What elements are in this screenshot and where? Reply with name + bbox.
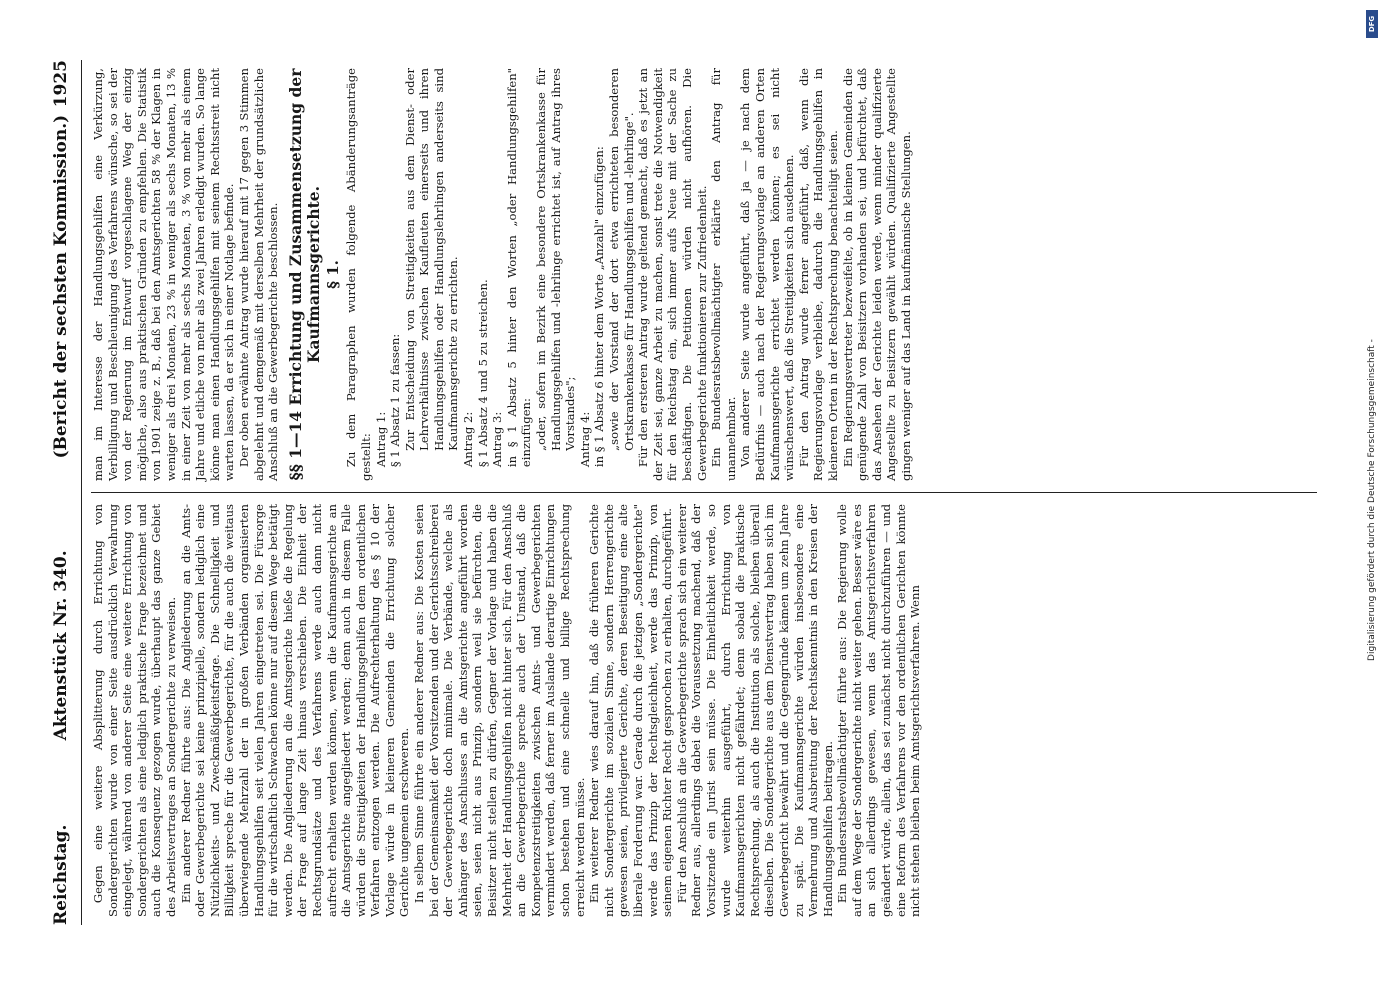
- paragraph: Ein anderer Redner führte aus: Die Angliederung an die Amts- oder Gewerbegerichte sei keine prinzipielle, sondern lediglich eine Nützlichkeits- und Zweckmäßigkeitsfrage. Die Schnelligkeit und Billigkeit spreche für die Gewerbegerichte, für die auch die weitaus überwiegende Mehrzahl der in großen Verbänden organisierten Handlungsgehilfen seit vielen Jahren eingetreten sei. Die Fürsorge für die wirtschaftlich Schwachen könne nur auf diesem Wege betätigt werden. Die Angliederung an die Amtsgerichte hieße die Regelung der Frage auf lange Zeit hinaus verschieben. Die Einheit der Rechtsgrundsätze und des Verfahrens werde auch dann nicht aufrecht erhalten werden können, wenn die Kaufmannsgerichte an die Amtsgerichte angegliedert werden; denn auch in diesem Falle würden die Streitigkeiten der Handlungsgehilfen dem ordentlichen Verfahren entzogen werden. Die Aufrechterhaltung des § 10 der Vorlage würde in kleineren Gemeinden die Errichtung solcher Gerichte ungemein erschweren.: [178, 504, 412, 917]
- text-columns: [91, 60, 1317, 925]
- digitization-strip: [1363, 8, 1381, 992]
- motion-title: Antrag 4:: [577, 411, 592, 468]
- motion-text: § 1 Absatz 1 zu fassen:: [388, 333, 403, 468]
- motion-text: § 1 Absatz 4 und 5 zu streichen.: [475, 279, 490, 468]
- paragraph: man im Interesse der Handlungsgehilfen eine Verkürzung, Verbilligung und Beschleunigung des Verfahrens wünsche, so sei der von der Regierung im Entwurf vorgeschlagene Weg der einzig mögliche, also aus praktischen Gründen zu empfehlen. Die Statistik von 1901 zeige z. B., daß bei den Amtsgerichten 58 % der Klagen in weniger als drei Monaten, 23 % in weniger als sechs Monaten, 13 % in einer Zeit von mehr als sechs Monaten, 3 % von mehr als einem Jahre und etliche von mehr als zwei Jahren erledigt wurden. So lange könne man einen Handlungsgehilfen mit seinem Rechtsstreit nicht warten lassen, da er sich in einer Notlage befinde.: [91, 68, 237, 481]
- motion-text: in § 1 Absatz 5 hinter den Worten „oder Handlungsgehilfen" einzufügen:: [504, 68, 534, 468]
- page-header: [51, 60, 85, 925]
- motion-text: in § 1 Absatz 6 hinter dem Worte „Anzahl" einzufügen:: [592, 146, 607, 468]
- digitization-notice: Digitalisierung gefördert durch die Deutsche Forschungsgemeinschaft -: [1367, 339, 1377, 661]
- paragraph: Zu dem Paragraphen wurden folgende Abänderungsanträge gestellt:: [344, 68, 373, 481]
- paragraph: Ein weiterer Redner wies darauf hin, daß die früheren Gerichte nicht Sondergerichte im sozialen Sinne, sondern Herrengerichte gewesen seien, privilegierte Gerichte, deren Beseitigung eine alte liberale Forderung war. Gerade durch die jetzigen „Sondergerichte" werde das Prinzip der Rechtsgleichheit, werde das Prinzip, von seinem eigenen Richter Recht gesprochen zu erhalten, durchgeführt.: [587, 504, 675, 917]
- header-year: 1925: [51, 60, 71, 108]
- header-left: Reichstag.: [51, 824, 71, 925]
- column-left: [91, 496, 1317, 925]
- page-content: [51, 60, 1317, 925]
- column-right: [91, 60, 1317, 489]
- header-right: (Bericht der sechsten Kommission.): [51, 114, 71, 459]
- motion-quote: „sowie der Vorstand der dort etwa errichteten besonderen Ortskrankenkasse für Handlungsgehilfen und -lehrlinge".: [607, 68, 636, 451]
- paragraph: Für den Antrag wurde ferner angeführt, daß, wenn die Regierungsvorlage verbleibe, dadurch die Handlungsgehilfen in kleineren Orten in der Rechtsprechung benachteiligt seien.: [796, 68, 840, 481]
- motion-title: Antrag 3:: [490, 411, 505, 468]
- dfg-logo: DFG: [1366, 10, 1378, 38]
- document-page: [31, 20, 1351, 980]
- motion-title: Antrag 2:: [461, 411, 476, 468]
- paragraph: Von anderer Seite wurde angeführt, daß ja — je nach dem Bedürfnis — auch nach der Regierungsvorlage an anderen Orten Kaufmannsgerichte errichtet werden können; es sei nicht wünschenswert, daß die Streitigkeiten sich ausdehnen.: [738, 68, 797, 481]
- paragraph: Gegen eine weitere Absplitterung durch Errichtung von Sondergerichten wurde von einer Seite ausdrücklich Verwahrung eingelegt, während von anderer Seite eine weitere Errichtung von Sondergerichten als eine lediglich praktische Frage bezeichnet und auch die Konsequenz gezogen wurde, überhaupt das ganze Gebiet des Arbeitsvertrages an Sondergerichte zu verweisen.: [91, 504, 178, 917]
- paragraph: Ein Regierungsvertreter bezweifelte, ob in kleinen Gemeinden die genügende Zahl von Beisitzern vorhanden sei, und befürchtet, daß das Ansehen der Gerichte leiden werde, wenn minder qualifizierte Angestellte zu Beisitzern gewählt würden. Qualifizierte Angestellte gingen weniger auf das Land in kaufmännische Stellungen.: [840, 68, 913, 481]
- paragraph: Für den ersteren Antrag wurde geltend gemacht, daß es jetzt an der Zeit sei, ganze Arbeit zu machen, sonst trete die Notwendigkeit für den Reichstag ein, sich immer aufs Neue mit der Sache zu beschäftigen. Die Petitionen würden nicht aufhören. Die Gewerbegerichte funktionieren zur Zufriedenheit.: [636, 68, 709, 481]
- paragraph: Für den Anschluß an die Gewerbegerichte sprach sich ein weiterer Redner aus, allerdings dabei die Voraussetzung machend, daß der Vorsitzende ein Jurist sein müsse. Die Einheitlichkeit werde, so wurde weiterhin ausgeführt, durch Errichtung von Kaufmannsgerichten nicht gefährdet; denn sobald die praktische Rechtsprechung, als auch die Institution als solche, bleiben überall dieselben. Die Sondergerichte aus dem Dienstvertrag haben sich im Gewerbegericht bewährt und die Gegengründe kämen um zehn Jahre zu spät. Die Kaufmannsgerichte würden insbesondere eine Vermehrung und Ausbreitung der Rechtskenntnis in den Kreisen der Handlungsgehilfen beitragen.: [674, 504, 835, 917]
- paragraph: Der oben erwähnte Antrag wurde hierauf mit 17 gegen 3 Stimmen abgelehnt und demgemäß mit derselben Mehrheit der grundsätzliche Anschluß an die Gewerbegerichte beschlossen.: [236, 68, 281, 481]
- section-number: § 1.: [323, 260, 342, 289]
- section-heading: §§ 1—14 Errichtung und Zusammensetzung der Kaufmannsgerichte.: [285, 68, 323, 481]
- motion-quote: „oder, sofern im Bezirk eine besondere Ortskrankenkasse für Handlungsgehilfen und -lehrlinge errichtet ist, auf Antrag ihres Vorstandes";: [534, 68, 578, 451]
- header-middle: Aktenstück Nr. 340.: [51, 550, 71, 741]
- paragraph: In selbem Sinne führte ein anderer Redner aus: Die Kosten seien bei der Gemeinsamkeit der Vorsitzenden und der Gerichtsschreiberei der Gewerbegerichte doch minimale. Die Verbände, welche als Anhänger des Anschlusses an die Amtsgerichte angeführt worden seien, seien nicht aus Prinzip, sondern weil sie befürchten, die Beisitzer nicht stellen zu dürfen, Gegner der Vorlage und haben die Mehrheit der Handlungsgehilfen nicht hinter sich. Für den Anschluß an die Gewerbegerichte spreche auch der Umstand, daß die Kompetenzstreitigkeiten zwischen Amts- und Gewerbegerichten vermindert werden, daß ferner im Auslande derartige Einrichtungen schon bestehen und eine schnelle und billige Rechtsprechung erreicht werden müsse.: [412, 504, 587, 917]
- motion-quote: Zur Entscheidung von Streitigkeiten aus dem Dienst- oder Lehrverhältnisse zwischen Kaufleuten einerseits und ihren Handlungsgehilfen oder Handlungslehrlingen anderseits sind Kaufmannsgerichte zu errichten.: [402, 68, 461, 451]
- paragraph: Ein Bundesratsbevollmächtigter führte aus: Die Regierung wolle auf dem Wege der Sondergerichte nicht weiter gehen. Besser wäre es an sich allerdings gewesen, wenn das Amtsgerichtsverfahren geändert würde, allein, das sei zunächst nicht durchzuführen — und eine Reform des Verfahrens vor den ordentlichen Gerichten könnte nicht stehen bleiben beim Amtsgerichtsverfahren. Wenn: [835, 504, 923, 917]
- header-rule: [81, 60, 82, 925]
- paragraph: Ein Bundesratsbevollmächtigter erklärte den Antrag für unannehmbar.: [709, 68, 738, 481]
- motion-title: Antrag 1:: [373, 411, 388, 468]
- column-divider: [91, 492, 1317, 493]
